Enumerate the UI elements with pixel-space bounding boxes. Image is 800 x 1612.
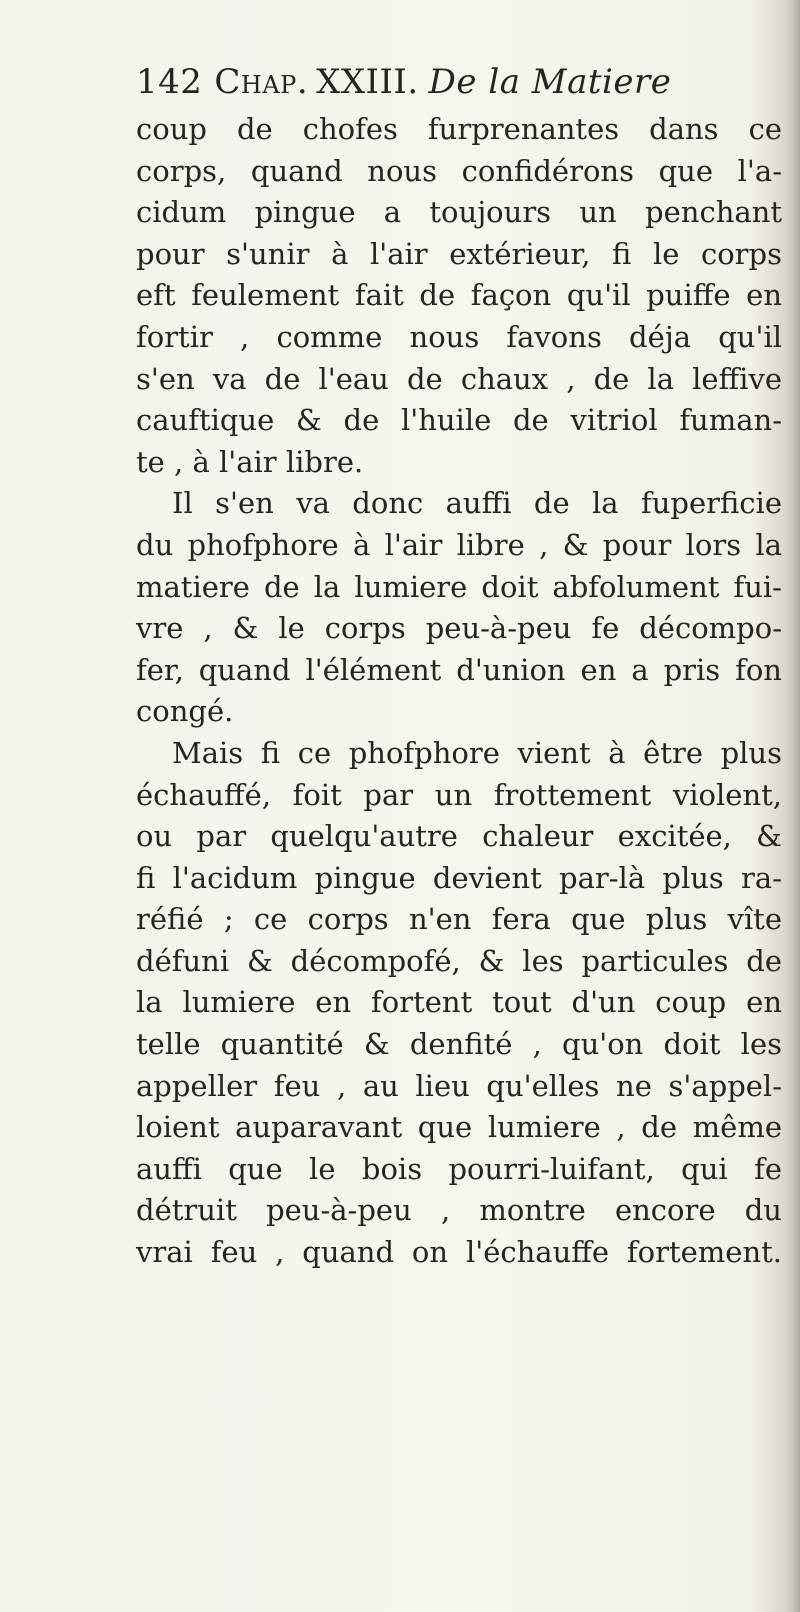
text-line: Il s'en va donc auffi de la fuperficie: [172, 486, 782, 521]
page-number: 142: [136, 62, 203, 102]
text-line: pour s'unir à l'air extérieur, fi le corps: [136, 236, 782, 271]
chapter-label: Chap.: [214, 62, 309, 102]
chapter-number: XXIII.: [316, 62, 419, 102]
text-line: te , à l'air libre.: [136, 444, 364, 479]
text-line: réfié ; ce corps n'en fera que plus vîte: [136, 902, 782, 937]
text-line: Mais fi ce phofphore vient à être plus: [172, 735, 782, 770]
text-line: matiere de la lumiere doit abfolument fui-: [136, 569, 782, 604]
body-text: [136, 109, 782, 1274]
chapter-subject: De la Matiere: [428, 62, 672, 102]
text-line: cidum pingue a toujours un penchant: [136, 195, 782, 230]
text-line: fi l'acidum pingue devient par-là plus ra-: [136, 860, 782, 895]
text-line: eft feulement fait de façon qu'il puiffe en: [136, 278, 782, 313]
text-line: vre , & le corps peu-à-peu fe décompo-: [136, 611, 782, 646]
text-line: échauffé, foit par un frottement violent,: [136, 777, 782, 812]
text-line: cauftique & de l'huile de vitriol fuman-: [136, 403, 782, 438]
text-line: appeller feu , au lieu qu'elles ne s'appel-: [136, 1068, 782, 1103]
text-line: du phofphore à l'air libre , & pour lors la: [136, 527, 782, 562]
text-line: fer, quand l'élément d'union en a pris fon: [136, 652, 782, 687]
text-line: auffi que le bois pourri-luifant, qui fe: [136, 1151, 782, 1186]
text-line: ou par quelqu'autre chaleur excitée, &: [136, 819, 782, 854]
text-line: la lumiere en fortent tout d'un coup en: [136, 985, 782, 1020]
running-header: [136, 58, 736, 106]
text-line: s'en va de l'eau de chaux , de la leffive: [136, 361, 782, 396]
text-line: vrai feu , quand on l'échauffe fortement.: [136, 1235, 782, 1270]
text-line: fortir , comme nous favons déja qu'il: [136, 319, 782, 354]
text-line: coup de chofes furprenantes dans ce: [136, 112, 782, 146]
text-line: détruit peu-à-peu , montre encore du: [136, 1193, 782, 1228]
text-line: loient auparavant que lumiere , de même: [136, 1110, 782, 1145]
page-bottom-margin: [0, 1240, 800, 1612]
text-line: défuni & décompofé, & les particules de: [136, 943, 782, 978]
text-line: telle quantité & denfité , qu'on doit les: [136, 1027, 782, 1062]
text-line: congé.: [136, 694, 234, 729]
text-line: corps, quand nous confidérons que l'a-: [136, 153, 782, 188]
